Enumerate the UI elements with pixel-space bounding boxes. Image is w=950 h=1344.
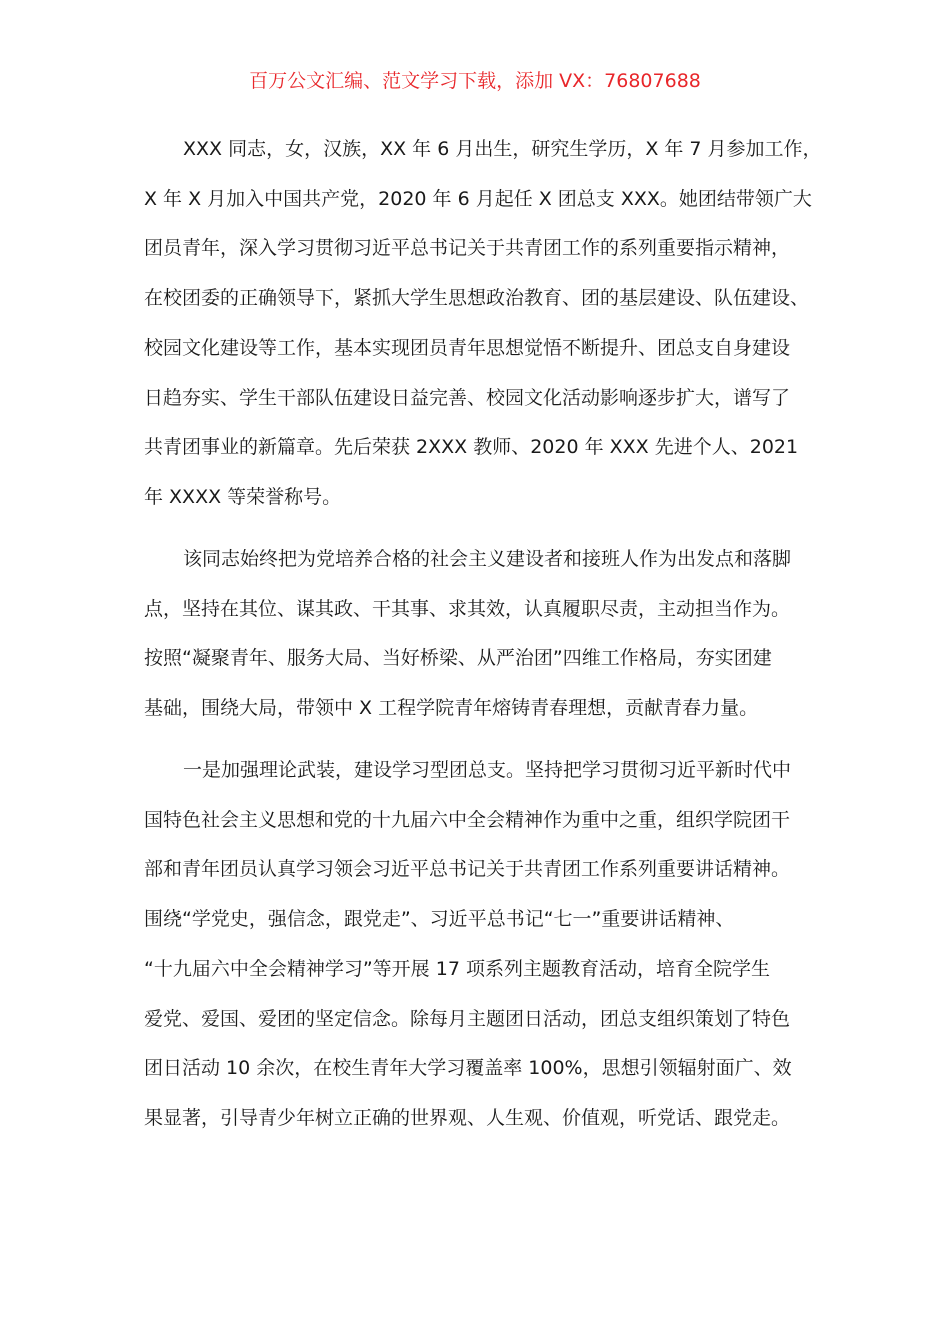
text-line: 点，坚持在其位、谋其政、干其事、求其效，认真履职尽责，主动担当作为。	[144, 597, 791, 620]
text-line: 一是加强理论武装，建设学习型团总支。坚持把学习贯彻习近平新时代中	[183, 759, 792, 781]
text-line: 围绕“学党史，强信念，跟党走”、习近平总书记“七一”重要讲话精神、	[144, 908, 735, 931]
text-line: 部和青年团员认真学习领会习近平总书记关于共青团工作系列重要讲话精神。	[144, 858, 791, 881]
text-line: 共青团事业的新篇章。先后荣获 2XXX 教师、2020 年 XXX 先进个人、2021	[144, 436, 799, 459]
text-line: 校园文化建设等工作，基本实现团员青年思想觉悟不断提升、团总支自身建设	[144, 336, 791, 359]
text-line: 国特色社会主义思想和党的十九届六中全会精神作为重中之重，组织学院团干	[144, 808, 791, 831]
text-line: 团员青年，深入学习贯彻习近平总书记关于共青团工作的系列重要指示精神，	[144, 237, 791, 260]
paragraph-principles	[144, 535, 834, 734]
paragraph-theory-study	[144, 746, 834, 1144]
text-line: 该同志始终把为党培养合格的社会主义建设者和接班人作为出发点和落脚	[183, 548, 792, 570]
text-line: 基础，围绕大局，带领中 X 工程学院青年熔铸青春理想，贡献青春力量。	[144, 697, 759, 720]
text-line: 年 XXXX 等荣誉称号。	[144, 485, 342, 508]
text-line: XXX 同志，女，汉族，XX 年 6 月出生，研究生学历，X 年 7 月参加工作，	[183, 138, 822, 160]
text-line: 在校团委的正确领导下，紧抓大学生思想政治教育、团的基层建设、队伍建设、	[144, 287, 810, 310]
text-line: 果显著，引导青少年树立正确的世界观、人生观、价值观，听党话、跟党走。	[144, 1106, 791, 1129]
text-line: 爱党、爱国、爱团的坚定信念。除每月主题团日活动，团总支组织策划了特色	[144, 1007, 791, 1030]
text-line: “十九届六中全会精神学习”等开展 17 项系列主题教育活动，培育全院学生	[144, 957, 770, 980]
text-line: X 年 X 月加入中国共产党，2020 年 6 月起任 X 团总支 XXX。她团结带领广大	[144, 187, 812, 210]
text-line: 日趋夯实、学生干部队伍建设日益完善、校园文化活动影响逐步扩大，谱写了	[144, 386, 791, 409]
watermark-header: 百万公文汇编、范文学习下载，添加 VX：76807688	[249, 70, 701, 92]
paragraph-profile	[144, 125, 834, 523]
text-line: 按照“凝聚青年、服务大局、当好桥梁、从严治团”四维工作格局，夯实团建	[144, 647, 772, 670]
text-line: 团日活动 10 余次，在校生青年大学习覆盖率 100%，思想引领辐射面广、效	[144, 1057, 792, 1080]
